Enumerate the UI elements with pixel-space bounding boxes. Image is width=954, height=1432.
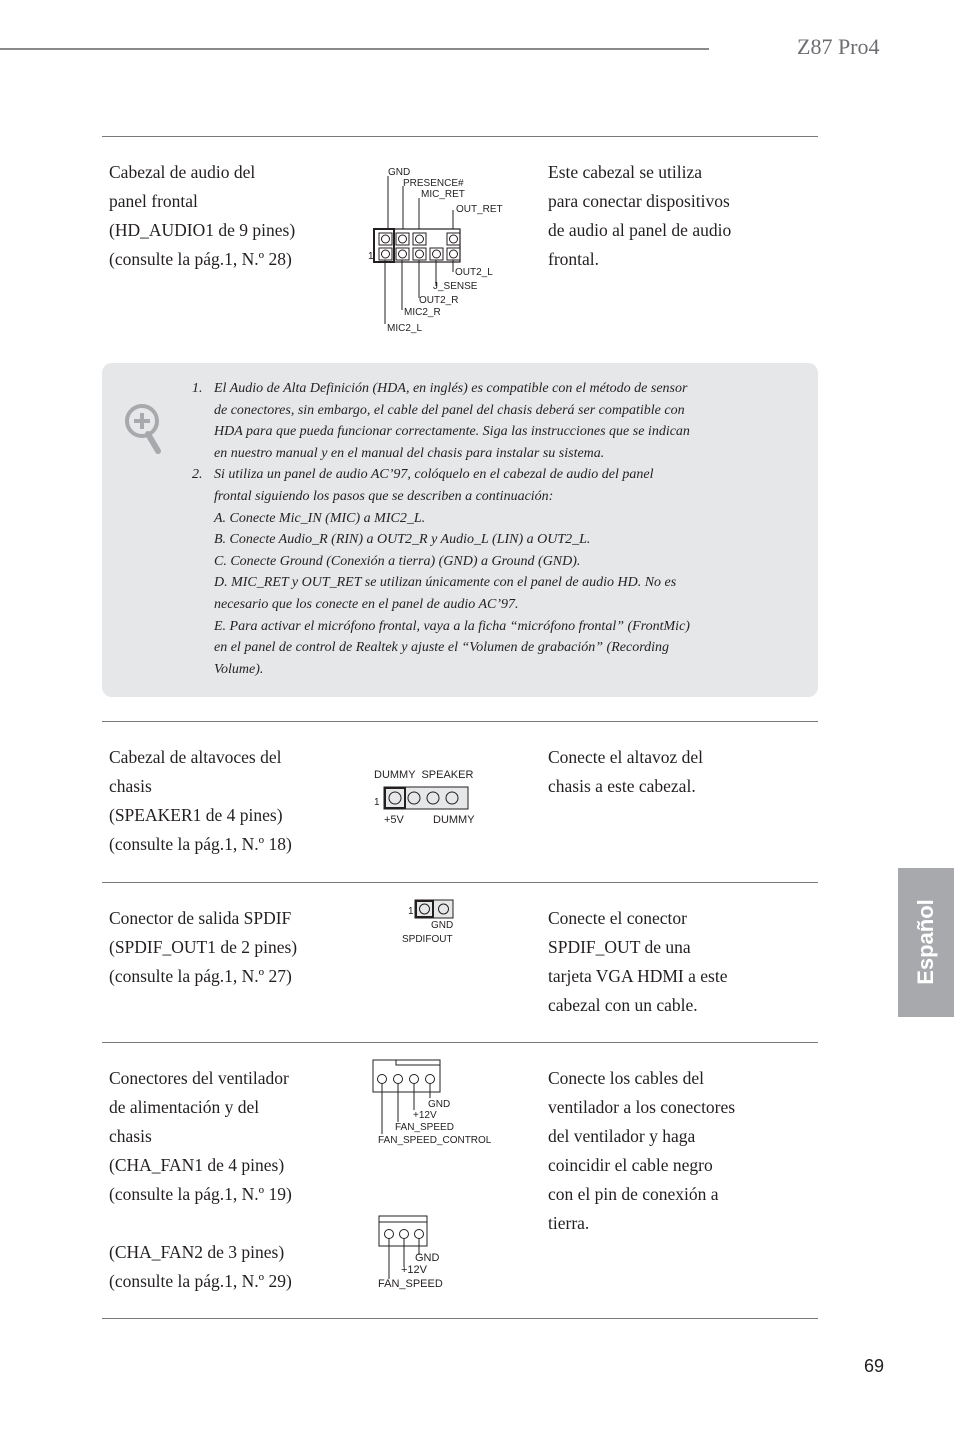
gnd-label: GND (428, 1099, 451, 1110)
note-list: 1. El Audio de Alta Definición (HDA, en inglés) es compatible con el método de sensor de conectores, sin embargo, el cable del panel del chasis deberá ser compatible con HDA para que pueda funcionar correctamente. Siga las instrucciones que se indican en nuestro manual y en el manual del chasis para instalar su sistema. 2. Si utiliza un panel de audio AC’97, colóquelo en el cabezal de audio del panel frontal siguiendo los pasos que se describen a continuación: A. Conecte Mic_IN (MIC) a MIC2_L. B. Conecte Audio_R (RIN) a OUT2_R y Audio_L (LIN) a OUT2_L. C. Conecte Ground (Conexión a tierra) (GND) a Ground (GND). D. MIC_RET y OUT_RET se utilizan únicamente con el panel de audio HD. No es necesario que los conecte en el panel de audio AC’97. E. Para activar el micrófono frontal, vaya a la ficha “micrófono frontal” (FrontMic) en el panel de control de Realtek y ajuste el “Volumen de grabación” (Recording Volume). (192, 378, 772, 680)
out2-l-label: OUT2_L (455, 267, 493, 278)
spdif-title: Conector de salida SPDIF (SPDIF_OUT1 de 2 pines) (consulte la pág.1, N.º 27) (109, 908, 298, 986)
section-divider (102, 882, 818, 883)
out2-r-label: OUT2_R (419, 295, 459, 306)
hd-audio-diagram (360, 162, 510, 337)
section-divider (102, 721, 818, 722)
presence-label: PRESENCE# (403, 178, 464, 189)
section-divider (102, 136, 818, 137)
section-divider (102, 1318, 818, 1319)
section-divider (102, 1042, 818, 1043)
page-number: 69 (864, 1356, 885, 1376)
cha-fan1-diagram (370, 1058, 500, 1150)
mic2-l-label: MIC2_L (387, 323, 423, 334)
cha-fan2-diagram (375, 1213, 475, 1293)
j-sense-label: J_SENSE (433, 281, 478, 292)
model-name: Z87 Pro4 (797, 34, 880, 59)
language-tab (898, 868, 954, 1017)
pin1-label: 1 (368, 251, 374, 262)
header-rule (0, 48, 709, 50)
magnifier-icon (124, 403, 166, 457)
fan-speed-control-label: FAN_SPEED_CONTROL (378, 1135, 492, 1146)
gnd-label: GND (415, 1252, 440, 1264)
fan-speed-label: FAN_SPEED (378, 1278, 443, 1290)
v12-label: +12V (413, 1110, 437, 1121)
language-tab-label: Español (913, 899, 938, 985)
speaker-title: Cabezal de altavoces del chasis (SPEAKER1 de 4 pines) (consulte la pág.1, N.º 18) (109, 747, 292, 854)
hd-audio-title: Cabezal de audio del panel frontal (HD_AUDIO1 de 9 pines) (consulte la pág.1, N.º 28) (109, 162, 296, 269)
v12-label: +12V (401, 1264, 427, 1276)
hd-audio-description: Este cabezal se utiliza para conectar dispositivos de audio al panel de audio frontal. (548, 162, 732, 269)
mic2-r-label: MIC2_R (404, 307, 441, 318)
gnd-label: GND (431, 920, 454, 931)
spdif-description: Conecte el conector SPDIF_OUT de una tarjeta VGA HDMI a este cabezal con un cable. (548, 908, 728, 1015)
pin1-label: 1 (408, 906, 414, 917)
v5-label: +5V (384, 814, 404, 826)
dummy-label: DUMMY (433, 814, 475, 826)
speaker-top-label: DUMMY SPEAKER (374, 769, 474, 781)
pin1-label: 1 (374, 797, 380, 808)
fan-description: Conecte los cables del ventilador a los conectores del ventilador y haga coincidir el cable negro con el pin de conexión a tierra. (548, 1068, 736, 1233)
note-item-1: 1. El Audio de Alta Definición (HDA, en inglés) es compatible con el método de sensor (192, 381, 688, 396)
fan-title: Conectores del ventilador de alimentación y del chasis (CHA_FAN1 de 4 pines) (consulte la pág.1, N.º 19) (CHA_FAN2 de 3 pines) (consulte la pág.1, N.º 29) (109, 1068, 292, 1291)
spdif-diagram (400, 896, 470, 948)
fan-speed-label: FAN_SPEED (395, 1122, 454, 1133)
mic-ret-label: MIC_RET (421, 189, 465, 200)
note-box (102, 363, 818, 697)
note-item-2: 2. Si utiliza un panel de audio AC’97, colóquelo en el cabezal de audio del panel (192, 467, 654, 483)
spdifout-label: SPDIFOUT (402, 934, 453, 945)
speaker-diagram (370, 764, 500, 830)
speaker-description: Conecte el altavoz del chasis a este cabezal. (548, 747, 703, 796)
gnd-label: GND (388, 167, 411, 178)
out-ret-label: OUT_RET (456, 204, 503, 215)
